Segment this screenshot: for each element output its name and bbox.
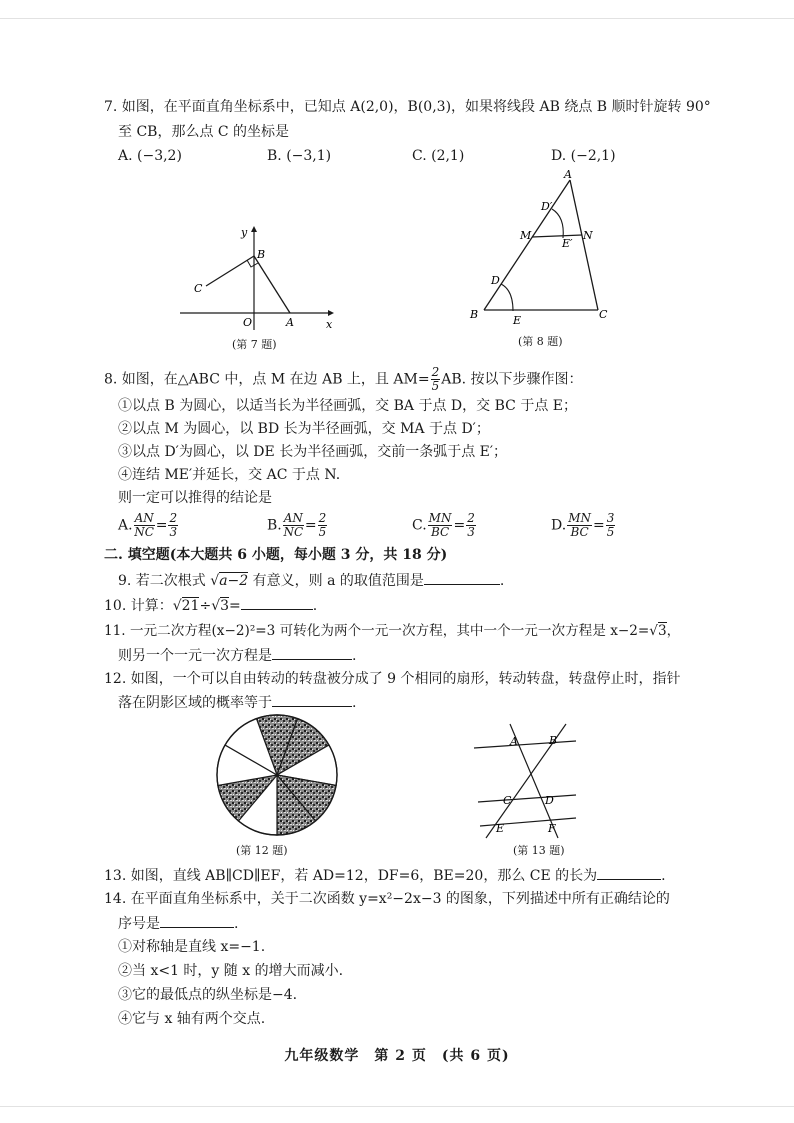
q11-answer-blank[interactable] <box>272 645 352 660</box>
q13-line-cd <box>478 795 576 802</box>
q13-label-a: A <box>510 735 518 748</box>
q7-stem-line1: 7. 如图，在平面直角坐标系中，已知点 A(2,0)，B(0,3)，如果将线段 AB 绕点 B 顺时针旋转 90° <box>104 99 711 115</box>
q7-label-a: A <box>286 316 294 329</box>
q12-end: . <box>352 695 357 711</box>
q13-label-c: C <box>503 794 512 807</box>
q7-option-c: C. (2,1) <box>412 148 465 164</box>
q7-label-o: O <box>243 316 253 329</box>
q8-label-d: D <box>491 274 500 287</box>
q13-label-d: D <box>545 794 554 807</box>
q7-right-angle-mark <box>247 260 258 267</box>
q12-line2 <box>118 692 356 713</box>
q8-label-a: A <box>564 168 572 181</box>
q12-line1: 12. 如图，一个可以自由转动的转盘被分成了 9 个相同的扇形，转动转盘，转盘停止时，指针 <box>104 671 681 687</box>
q13-text: 13. 如图，直线 AB∥CD∥EF，若 AD=12，DF=6，BE=20，那么 CE 的长为 <box>104 868 598 884</box>
q7-option-d: D. (−2,1) <box>551 148 616 164</box>
q8-option-a-left <box>134 512 155 539</box>
q11-radicand: 3 <box>657 623 667 639</box>
q8-option-c-letter: C. <box>412 517 427 534</box>
q8-stem <box>104 366 583 393</box>
q11-line2-text: 则另一个一元一次方程是 <box>118 648 272 664</box>
q8-arc-d1e1 <box>552 209 563 238</box>
q8-label-c: C <box>599 308 608 321</box>
q8-option-a-lden: NC <box>134 525 154 539</box>
section-2-heading: 二. 填空题(本大题共 6 小题，每小题 3 分，共 18 分) <box>104 547 448 563</box>
q8-option-b-right <box>318 512 328 539</box>
q8-option-b-eq: = <box>304 517 317 534</box>
q8-caption: (第 8 题) <box>518 335 563 348</box>
q11-line1-text: 11. 一元二次方程(x−2)²=3 可转化为两个一元一次方程，其中一个一元一次方程是 x−2= <box>104 623 650 639</box>
q8-option-a <box>118 512 179 539</box>
q8-option-d-letter: D. <box>551 517 567 534</box>
q8-label-n: N <box>583 229 593 242</box>
q8-option-b-rden: 5 <box>318 525 327 539</box>
q13-line-ef <box>480 818 576 826</box>
q8-option-d-rden: 5 <box>606 525 615 539</box>
page-footer: 九年级数学 第 2 页 (共 6 页) <box>284 1048 510 1064</box>
q8-option-a-rden: 3 <box>169 525 178 539</box>
q8-option-c-lnum: MN <box>428 511 452 525</box>
q13-caption: (第 13 题) <box>513 844 565 857</box>
q9-pre: 9. 若二次根式 <box>118 573 211 589</box>
q8-option-c-right <box>466 512 476 539</box>
q9-end: . <box>499 573 505 589</box>
q9-radical-sign: √ <box>210 573 220 589</box>
q8-option-c-lden: BC <box>430 525 450 539</box>
q8-option-b <box>267 512 328 539</box>
q8-label-e: E <box>513 314 522 327</box>
q8-figure <box>466 166 616 328</box>
q14-answer-blank[interactable] <box>160 913 234 928</box>
q12-spinner-figure <box>214 712 340 838</box>
q13-line-ab <box>474 741 576 748</box>
q8-step-3: ③以点 D′为圆心，以 DE 长为半径画弧，交前一条弧于点 E′； <box>118 444 508 460</box>
q8-step-1: ①以点 B 为圆心，以适当长为半径画弧，交 BA 于点 D，交 BC 于点 E； <box>118 398 577 414</box>
q12-line2-text: 落在阴影区域的概率等于 <box>118 695 272 711</box>
q14-item-2: ②当 x<1 时，y 随 x 的增大而减小. <box>118 963 344 979</box>
q13-label-b: B <box>549 734 558 747</box>
q14-line2 <box>118 913 238 934</box>
q8-option-c-rden: 3 <box>467 525 475 539</box>
q8-side-ac <box>570 180 598 310</box>
q8-option-d-lnum: MN <box>568 511 591 525</box>
q8-option-b-left <box>283 512 304 539</box>
q12-answer-blank[interactable] <box>272 692 352 707</box>
q13-figure <box>470 722 582 840</box>
q10-answer-blank[interactable] <box>241 595 313 610</box>
q7-label-x: x <box>326 318 333 331</box>
q8-side-ab <box>484 180 570 310</box>
q8-label-d1: D′ <box>541 200 553 213</box>
q7-label-c: C <box>194 282 203 295</box>
q11-line2 <box>118 645 356 666</box>
q8-label-b: B <box>470 308 479 321</box>
q7-stem-line2: 至 CB，那么点 C 的坐标是 <box>118 124 290 140</box>
q14-line2-end: . <box>234 916 239 932</box>
q10-radicand-2: 3 <box>220 598 230 614</box>
q8-option-d-rnum: 3 <box>606 511 615 525</box>
q11-line1 <box>104 621 680 641</box>
top-page-edge <box>0 18 794 19</box>
q8-option-c-eq: = <box>453 517 466 534</box>
bottom-page-edge <box>0 1106 794 1107</box>
q8-option-c-rnum: 2 <box>467 511 475 525</box>
q8-option-d-lden: BC <box>570 525 589 539</box>
q8-option-b-rnum: 2 <box>318 511 327 525</box>
q8-option-b-lden: NC <box>283 525 304 539</box>
q8-option-d-right <box>606 512 616 539</box>
q9 <box>118 570 504 591</box>
q10-equals: = <box>229 598 241 614</box>
q10-divide: ÷ <box>199 598 212 614</box>
q7-segment-ab <box>254 256 290 313</box>
q13-label-f: F <box>548 822 556 835</box>
q9-answer-blank[interactable] <box>424 570 500 585</box>
q8-step-4: ④连结 ME′并延长，交 AC 于点 N. <box>118 467 341 483</box>
q8-option-a-letter: A. <box>118 517 133 534</box>
q14-line1: 14. 在平面直角坐标系中，关于二次函数 y=x²−2x−3 的图象，下列描述中所有正确结论的 <box>104 891 670 907</box>
q10-radical-2: √ <box>211 598 221 614</box>
q8-option-b-lnum: AN <box>283 511 303 525</box>
q14-item-3: ③它的最低点的纵坐标是−4. <box>118 987 298 1003</box>
q8-option-c <box>412 512 477 539</box>
q8-option-a-lnum: AN <box>134 511 154 525</box>
q13-end: . <box>661 868 666 884</box>
q8-option-d-left <box>567 512 592 539</box>
q7-caption: (第 7 题) <box>232 338 277 351</box>
q8-option-d-eq: = <box>592 517 605 534</box>
q8-option-a-right <box>168 512 178 539</box>
q8-option-a-rnum: 2 <box>169 511 178 525</box>
q8-option-d <box>551 512 616 539</box>
q7-label-b: B <box>257 248 266 261</box>
q11-radical: √ <box>649 623 658 639</box>
q8-step-2: ②以点 M 为圆心，以 BD 长为半径画弧，交 MA 于点 D′； <box>118 421 490 437</box>
q8-option-a-eq: = <box>155 517 168 534</box>
q14-line2-text: 序号是 <box>118 916 160 932</box>
q8-option-b-letter: B. <box>267 517 282 534</box>
q8-stem-post: AB. 按以下步骤作图： <box>441 371 583 388</box>
q9-post: 有意义，则 a 的取值范围是 <box>248 573 424 589</box>
q7-y-arrow <box>251 226 257 232</box>
q8-conclusion: 则一定可以推得的结论是 <box>118 490 272 506</box>
q8-segment-mn <box>532 235 582 237</box>
q8-label-e1: E′ <box>562 237 573 250</box>
q7-option-b: B. (−3,1) <box>267 148 332 164</box>
q14-item-4: ④它与 x 轴有两个交点. <box>118 1011 266 1027</box>
q12-caption: (第 12 题) <box>236 844 288 857</box>
q9-radicand: a−2 <box>219 573 249 589</box>
q13-label-e: E <box>496 822 505 835</box>
q11-line1-end: ， <box>666 623 681 639</box>
q7-figure <box>176 222 342 334</box>
q7-option-a: A. (−3,2) <box>118 148 182 164</box>
q8-option-c-left <box>428 512 453 539</box>
q10-radicand-1: 21 <box>181 598 200 614</box>
q8-stem-frac-num: 2 <box>431 365 440 379</box>
q8-stem-fraction <box>431 366 441 393</box>
q10-pre: 10. 计算： <box>104 598 173 614</box>
q14-item-1: ①对称轴是直线 x=−1. <box>118 939 266 955</box>
q8-stem-pre: 8. 如图，在△ABC 中，点 M 在边 AB 上，且 AM= <box>104 371 430 388</box>
q8-label-m: M <box>520 229 532 242</box>
q10 <box>104 595 317 616</box>
q8-arc-de <box>501 284 513 311</box>
q7-x-arrow <box>328 310 334 316</box>
q11-end: . <box>352 648 357 664</box>
q7-label-y: y <box>241 226 248 239</box>
q13-line <box>104 865 666 886</box>
q13-answer-blank[interactable] <box>597 865 661 880</box>
q10-radical-1: √ <box>172 598 182 614</box>
q8-stem-frac-den: 5 <box>431 379 440 393</box>
q10-end: . <box>312 598 318 614</box>
